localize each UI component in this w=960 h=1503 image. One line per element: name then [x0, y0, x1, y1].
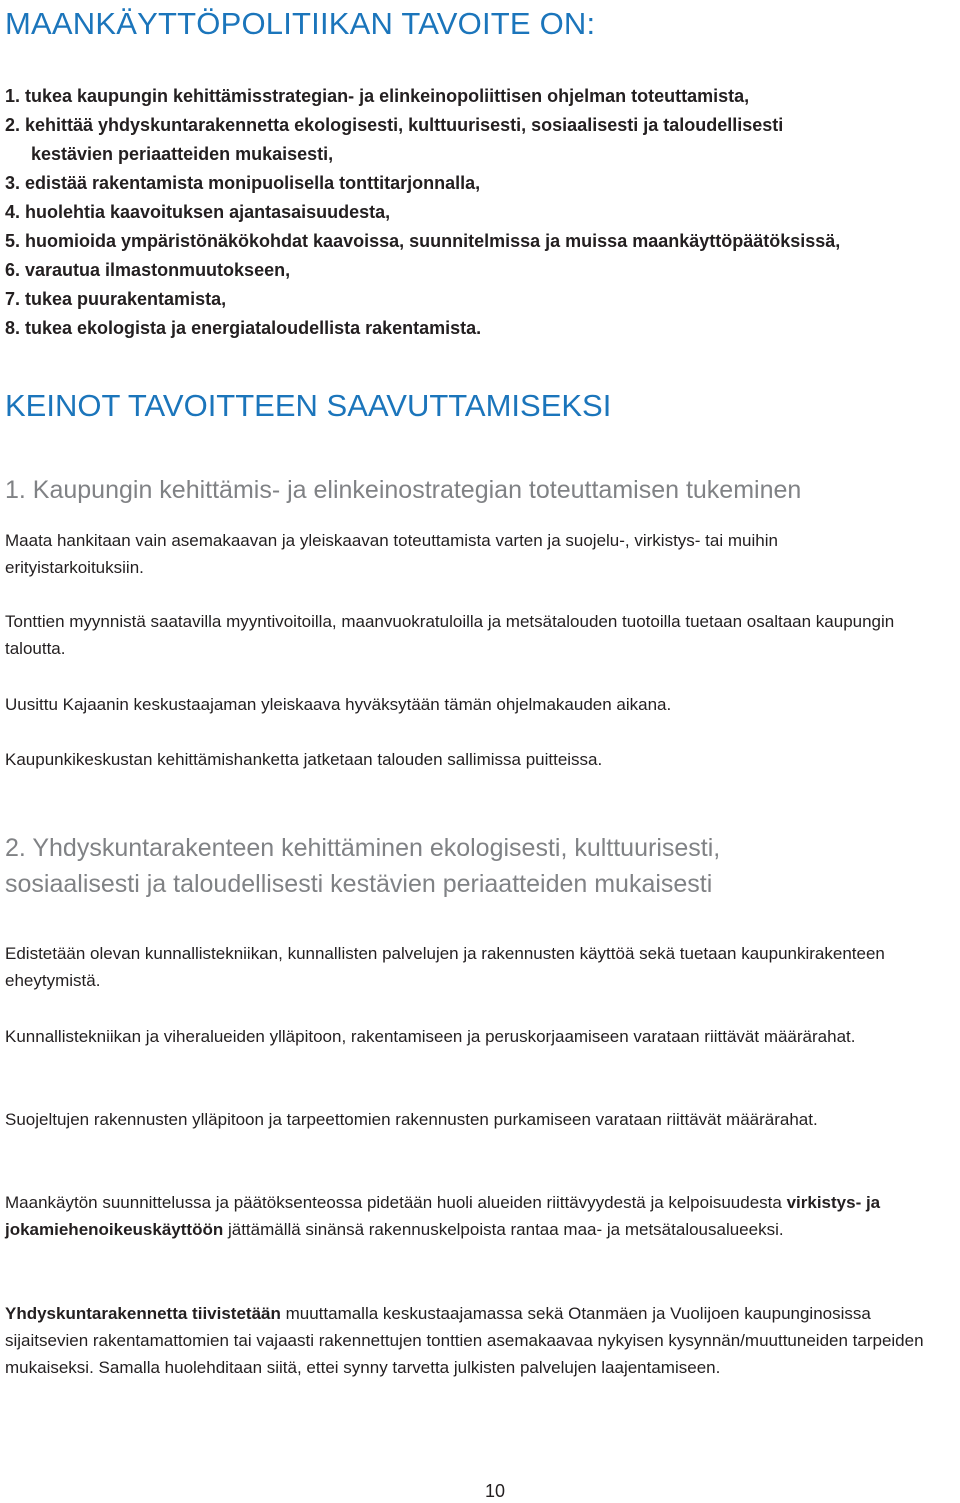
goal-continuation-text: kestävien periaatteiden mukaisesti, [31, 144, 334, 164]
means-heading: KEINOT TAVOITTEEN SAAVUTTAMISEKSI [5, 388, 612, 423]
p4-text-a: Maankäytön suunnittelussa ja päätöksenteossa pidetään huoli alueiden riittävyydestä ja kelpoisuudesta [5, 1193, 787, 1212]
goal-item: 1. tukea kaupungin kehittämisstrategian- ja elinkeinopoliittisen ohjelman toteuttamista, [5, 86, 750, 106]
p4-text-b: jättämällä sinänsä rakennuskelpoista rantaa maa- ja metsätalousalueeksi. [223, 1220, 784, 1239]
section1-title: 1. Kaupungin kehittämis- ja elinkeinostrategian toteuttamisen tukeminen [5, 476, 802, 504]
section2-paragraph: Kunnallistekniikan ja viheralueiden ylläpitoon, rakentamiseen ja peruskorjaamiseen varataan riittävät määrärahat. [5, 1027, 856, 1046]
section2-paragraph: Suojeltujen rakennusten ylläpitoon ja tarpeettomien rakennusten purkamiseen varataan riittävät määrärahat. [5, 1110, 818, 1129]
goal-item-continuation [5, 140, 955, 169]
section2-paragraph: Edistetään olevan kunnallistekniikan, kunnallisten palvelujen ja rakennusten käyttöä sekä tuetaan kaupunkirakenteen eheytymistä. [5, 944, 885, 990]
page-number: 10 [485, 1481, 506, 1501]
section1-paragraph: Maata hankitaan vain asemakaavan ja yleiskaavan toteuttamista varten ja suojelu-, virkistys- tai muihin erityistarkoituksiin. [5, 531, 778, 577]
section1-paragraph: Uusittu Kajaanin keskustaajaman yleiskaava hyväksytään tämän ohjelmakauden aikana. [5, 695, 672, 714]
p4-bold: virkistys- ja jokamiehenoikeuskäyttöön [5, 1193, 881, 1239]
section2-title-line2: sosiaalisesti ja taloudellisesti kestävien periaatteiden mukaisesti [5, 870, 713, 898]
section1-paragraph: Kaupunkikeskustan kehittämishanketta jatketaan talouden sallimissa puitteissa. [5, 750, 603, 769]
goal-item: 8. tukea ekologista ja energiataloudellista rakentamista. [5, 318, 482, 338]
goal-item: 4. huolehtia kaavoituksen ajantasaisuudesta, [5, 202, 391, 222]
section2-title-line1: 2. Yhdyskuntarakenteen kehittäminen ekologisesti, kulttuurisesti, [5, 834, 721, 862]
goal-item: 7. tukea puurakentamista, [5, 289, 227, 309]
p5-text: muuttamalla keskustaajamassa sekä Otanmäen ja Vuolijoen kaupunginosissa sijaitsevien rakentamattomien tai vajaasti rakennettujen tonttien asemakaavaa nykyisen kysynnän/muuttuneiden tarpeiden mukaiseksi. Samalla huolehditaan siitä, ettei synny tarvetta julkisten palvelujen laajentamiseen. [5, 1304, 924, 1377]
goal-item: 5. huomioida ympäristönäkökohdat kaavoissa, suunnitelmissa ja muissa maankäyttöpäätöksissä, [5, 231, 841, 251]
p5-bold: Yhdyskuntarakennetta tiivistetään [5, 1304, 281, 1323]
goals-list [5, 82, 955, 343]
goal-item: 3. edistää rakentamista monipuolisella tonttitarjonnalla, [5, 173, 481, 193]
goal-item: 2. kehittää yhdyskuntarakennetta ekologisesti, kulttuurisesti, sosiaalisesti ja taloudellisesti [5, 115, 784, 135]
section1-paragraph: Tonttien myynnistä saatavilla myyntivoitoilla, maanvuokratuloilla ja metsätalouden tuotoilla tuetaan osaltaan kaupungin taloutta. [5, 612, 895, 658]
goal-heading: MAANKÄYTTÖPOLITIIKAN TAVOITE ON: [5, 6, 596, 41]
section2-paragraph-densify [5, 1300, 955, 1381]
section2-paragraph-land-use [5, 1189, 955, 1243]
goal-item: 6. varautua ilmastonmuutokseen, [5, 260, 291, 280]
